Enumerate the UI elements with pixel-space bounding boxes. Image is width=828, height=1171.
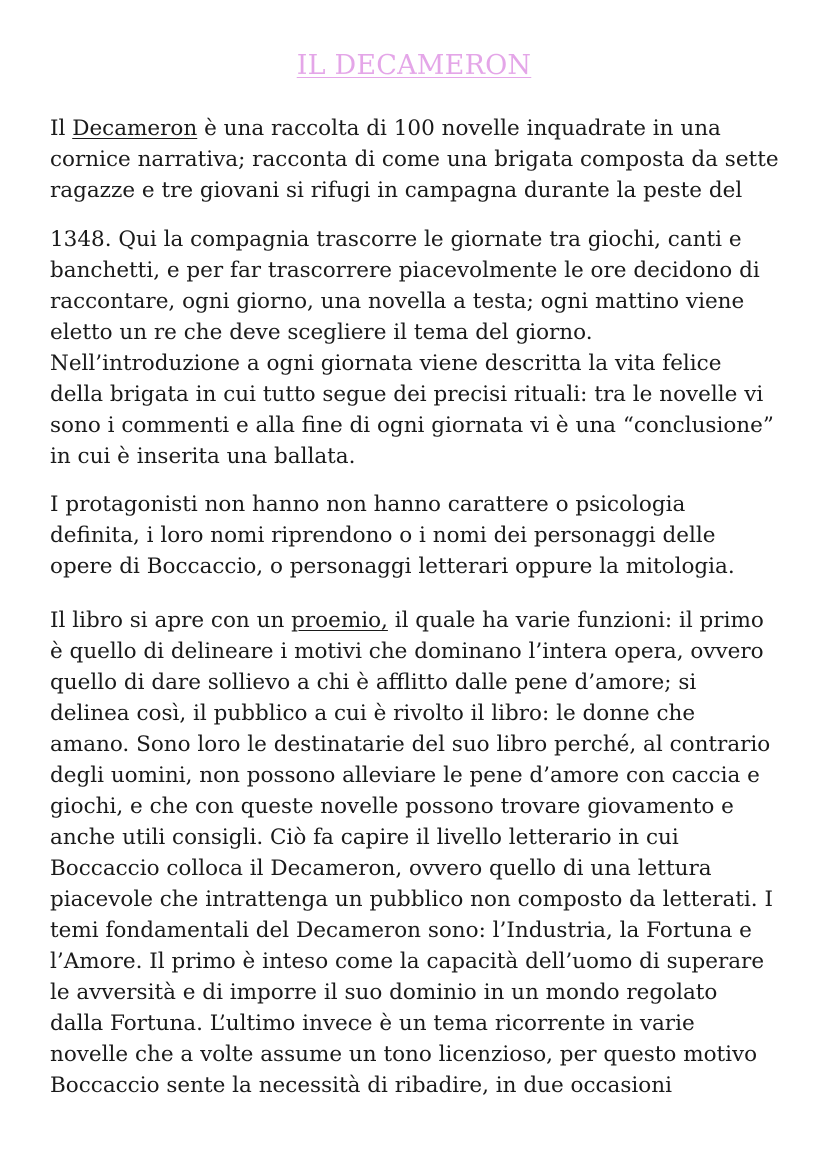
page-title: IL DECAMERON <box>296 50 532 81</box>
text-run: Il libro si apre con un <box>50 608 292 633</box>
decameron-underlined-term: Decameron <box>72 116 198 141</box>
proemio-underlined-term: proemio, <box>291 608 388 633</box>
text-line: raccontare, ogni giorno, una novella a testa; ogni mattino viene <box>50 289 745 314</box>
text-line: l’Amore. Il primo è inteso come la capacità dell’uomo di superare <box>50 949 765 974</box>
text-line: Boccaccio sente la necessità di ribadire, in due occasioni <box>50 1073 672 1098</box>
text-line: I protagonisti non hanno non hanno carattere o psicologia <box>50 492 686 517</box>
text-line: definita, i loro nomi riprendono o i nomi dei personaggi delle <box>50 523 716 548</box>
text-line: sono i commenti e alla fine di ogni giornata vi è una “conclusione” <box>50 413 774 438</box>
text-line: eletto un re che deve scegliere il tema del giorno. <box>50 320 593 345</box>
text-line: banchetti, e per far trascorrere piacevolmente le ore decidono di <box>50 258 760 283</box>
text-line: in cui è inserita una ballata. <box>50 444 356 469</box>
text-line: novelle che a volte assume un tono licenzioso, per questo motivo <box>50 1042 758 1067</box>
text-line: anche utili consigli. Ciò fa capire il livello letterario in cui <box>50 825 679 850</box>
text-line: Nell’introduzione a ogni giornata viene descritta la vita felice <box>50 351 722 376</box>
text-line: è quello di delineare i motivi che dominano l’intera opera, ovvero <box>50 639 764 664</box>
text-run: è una raccolta di 100 novelle inquadrate in una <box>197 116 721 141</box>
text-line: quello di dare sollievo a chi è afflitto dalle pene d’amore; si <box>50 670 697 695</box>
text-line: 1348. Qui la compagnia trascorre le giornate tra giochi, canti e <box>50 227 742 252</box>
text-line <box>50 113 721 144</box>
text-line: piacevole che intrattenga un pubblico non composto da letterati. I <box>50 887 773 912</box>
text-line: cornice narrativa; racconta di come una brigata composta da sette <box>50 147 779 172</box>
text-line: delinea così, il pubblico a cui è rivolto il libro: le donne che <box>50 701 696 726</box>
text-line: le avversità e di imporre il suo dominio in un mondo regolato <box>50 980 718 1005</box>
text-line: della brigata in cui tutto segue dei precisi rituali: tra le novelle vi <box>50 382 764 407</box>
text-line: ragazze e tre giovani si rifugi in campagna durante la peste del <box>50 178 743 203</box>
text-line: Boccaccio colloca il Decameron, ovvero quello di una lettura <box>50 856 712 881</box>
text-line: amano. Sono loro le destinatarie del suo libro perché, al contrario <box>50 732 771 757</box>
text-line: giochi, e che con queste novelle possono trovare giovamento e <box>50 794 734 819</box>
text-run: il quale ha varie funzioni: il primo <box>387 608 764 633</box>
text-line: dalla Fortuna. L’ultimo invece è un tema ricorrente in varie <box>50 1011 695 1036</box>
text-line: opere di Boccaccio, o personaggi letterari oppure la mitologia. <box>50 554 735 579</box>
text-line <box>50 605 764 636</box>
text-line: degli uomini, non possono alleviare le pene d’amore con caccia e <box>50 763 760 788</box>
text-run: Il <box>50 116 73 141</box>
text-line: temi fondamentali del Decameron sono: l’Industria, la Fortuna e <box>50 918 752 943</box>
